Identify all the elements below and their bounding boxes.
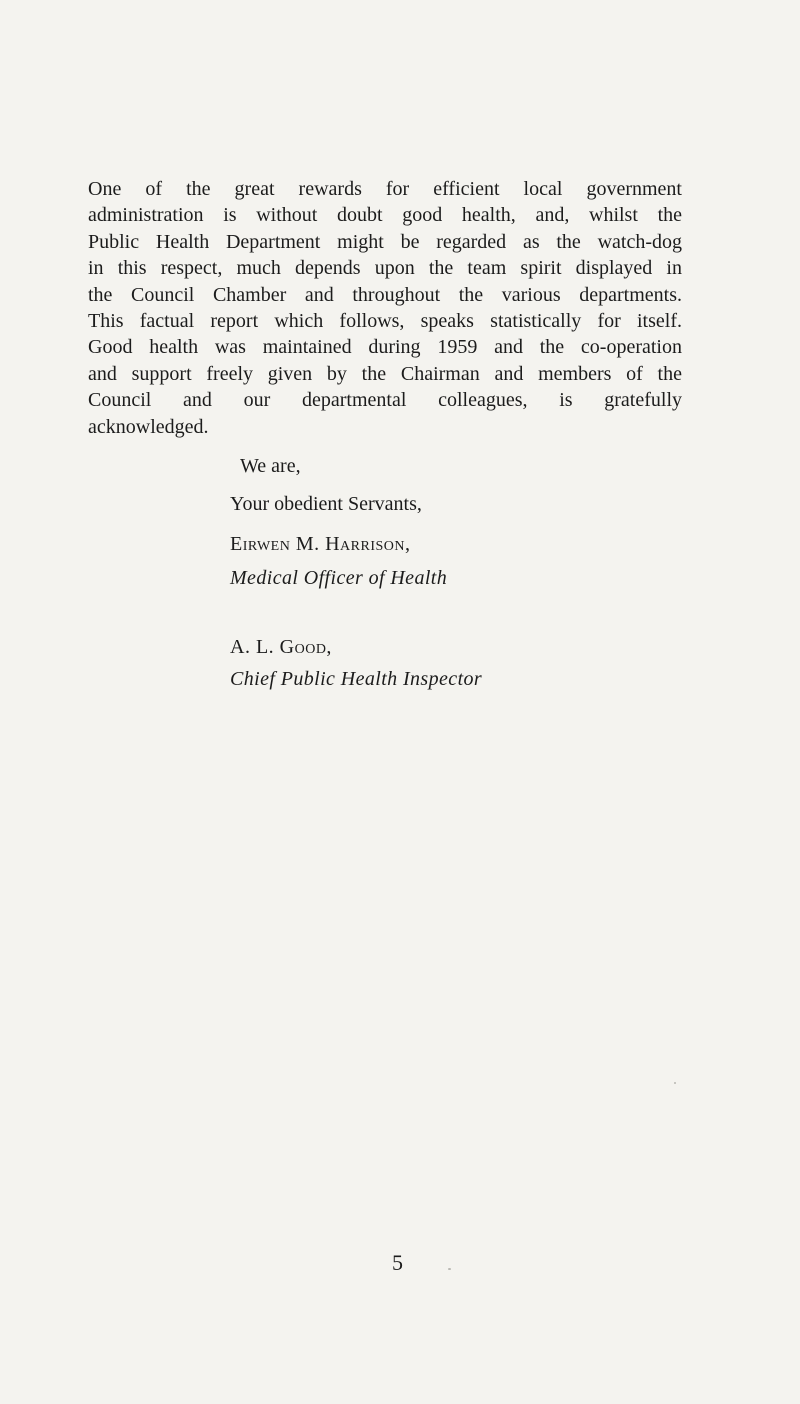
body-paragraph xyxy=(88,176,682,440)
body-line: administration is without doubt good health, and, whilst the xyxy=(88,204,682,227)
body-line: Public Health Department might be regarded as the watch-dog xyxy=(88,230,682,253)
salutation: Your obedient Servants, xyxy=(230,493,422,515)
body-line: acknowledged. xyxy=(88,415,209,438)
body-line: This factual report which follows, speaks statistically for itself. xyxy=(88,310,682,333)
paper-speck xyxy=(448,1268,451,1270)
body-line: and support freely given by the Chairman and members of the xyxy=(88,362,682,385)
paper-speck xyxy=(674,1082,676,1084)
signatory-1-name: Eirwen M. Harrison, xyxy=(230,533,411,555)
body-line: Good health was maintained during 1959 and the co-operation xyxy=(88,336,682,359)
page-number: 5 xyxy=(392,1250,403,1275)
body-line: One of the great rewards for efficient local government xyxy=(88,178,682,200)
body-line: in this respect, much depends upon the team spirit displayed in xyxy=(88,257,682,280)
body-line: Council and our departmental colleagues, is gratefully xyxy=(88,389,682,412)
signatory-2-name: A. L. Good, xyxy=(230,636,332,658)
closing-phrase: We are, xyxy=(240,455,301,477)
body-line: the Council Chamber and throughout the various departments. xyxy=(88,283,682,306)
signatory-1-title: Medical Officer of Health xyxy=(230,567,448,589)
signatory-2-title: Chief Public Health Inspector xyxy=(230,668,483,690)
